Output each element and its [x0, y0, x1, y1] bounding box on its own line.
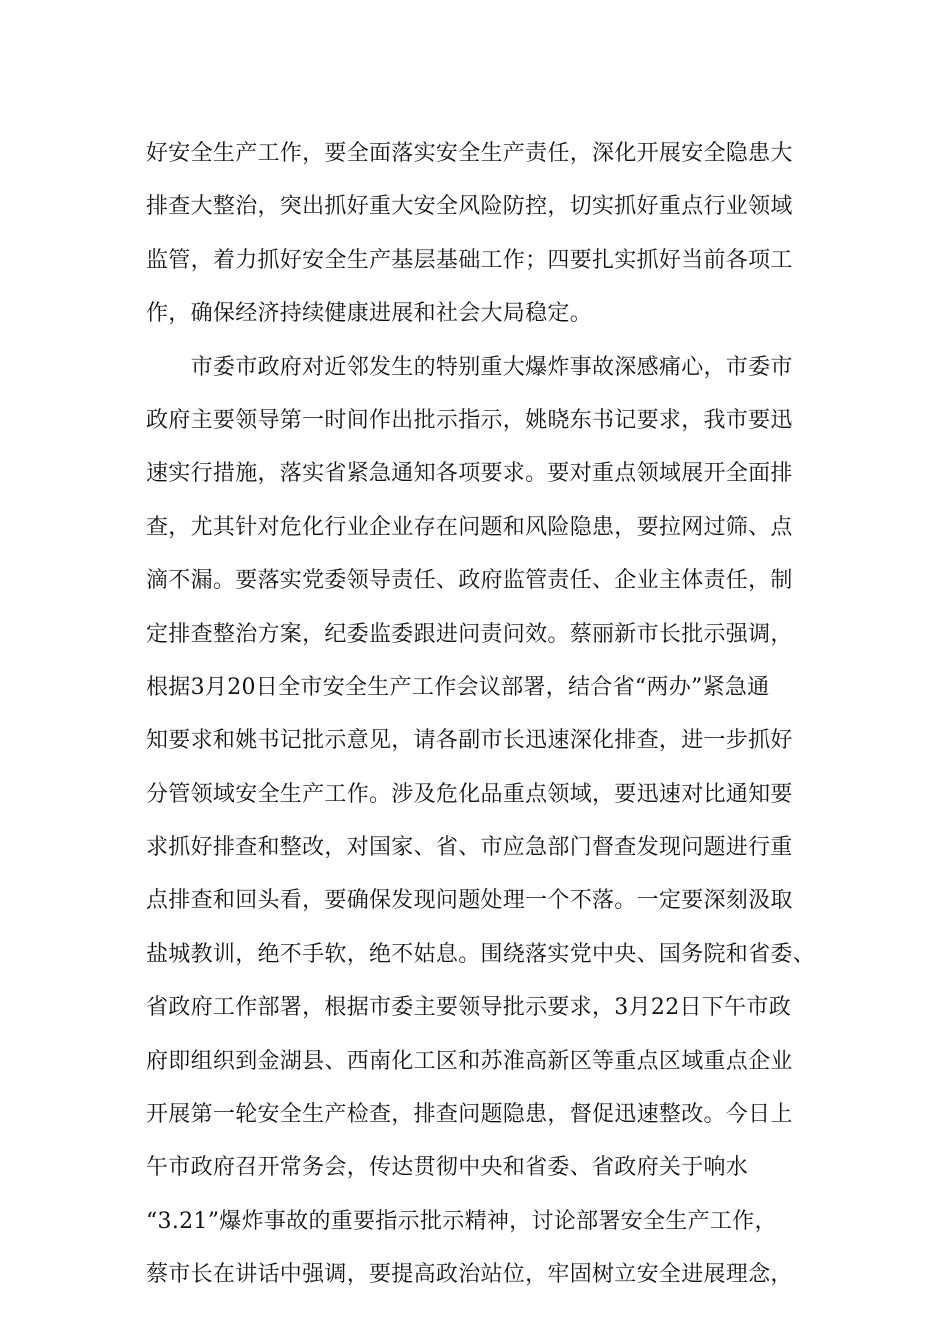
text-line: 盐城教训，绝不手软，绝不姑息。围绕落实党中央、国务院和省委、 — [146, 941, 816, 967]
text-line: 点排查和回头看，要确保发现问题处理一个不落。一定要深刻汲取 — [146, 888, 793, 914]
text-line: 监管，着力抓好安全生产基层基础工作；四要扎实抓好当前各项工 — [146, 247, 793, 273]
text-line: 速实行措施，落实省紧急通知各项要求。要对重点领域展开全面排 — [146, 461, 793, 487]
text-line: 午市政府召开常务会，传达贯彻中央和省委、省政府关于响水 — [146, 1155, 749, 1181]
text-line: 府即组织到金湖县、西南化工区和苏淮高新区等重点区域重点企业 — [146, 1048, 793, 1074]
body-text — [146, 127, 826, 1302]
text-line: 根据3月20日全市安全生产工作会议部署，结合省“两办”紧急通 — [146, 674, 770, 700]
text-line: 分管领域安全生产工作。涉及危化品重点领域，要迅速对比通知要 — [146, 781, 793, 807]
text-line: 定排查整治方案，纪委监委跟进问责问效。蔡丽新市长批示强调， — [146, 621, 793, 647]
text-line: 蔡市长在讲话中强调，要提高政治站位，牢固树立安全进展理念， — [146, 1262, 793, 1288]
text-line: 政府主要领导第一时间作出批示指示，姚晓东书记要求，我市要迅 — [146, 407, 793, 433]
text-line: 好安全生产工作，要全面落实安全生产责任，深化开展安全隐患大 — [146, 141, 793, 166]
text-line: 查，尤其针对危化行业企业存在问题和风险隐患，要拉网过筛、点 — [146, 514, 793, 540]
text-line: 排查大整治，突出抓好重大安全风险防控，切实抓好重点行业领域 — [146, 194, 793, 220]
text-line: 省政府工作部署，根据市委主要领导批示要求，3月22日下午市政 — [146, 995, 791, 1021]
text-line: 开展第一轮安全生产检查，排查问题隐患，督促迅速整改。今日上 — [146, 1102, 793, 1128]
text-line: 求抓好排查和整改，对国家、省、市应急部门督查发现问题进行重 — [146, 835, 793, 861]
text-line: “3.21”爆炸事故的重要指示批示精神，讨论部署安全生产工作， — [146, 1208, 777, 1234]
text-line: 作，确保经济持续健康进展和社会大局稳定。 — [146, 301, 593, 327]
text-line: 滴不漏。要落实党委领导责任、政府监管责任、企业主体责任，制 — [146, 568, 793, 594]
text-line: 知要求和姚书记批示意见，请各副市长迅速深化排查，进一步抓好 — [146, 728, 793, 754]
text-line: 市委市政府对近邻发生的特别重大爆炸事故深感痛心，市委市 — [146, 354, 793, 380]
